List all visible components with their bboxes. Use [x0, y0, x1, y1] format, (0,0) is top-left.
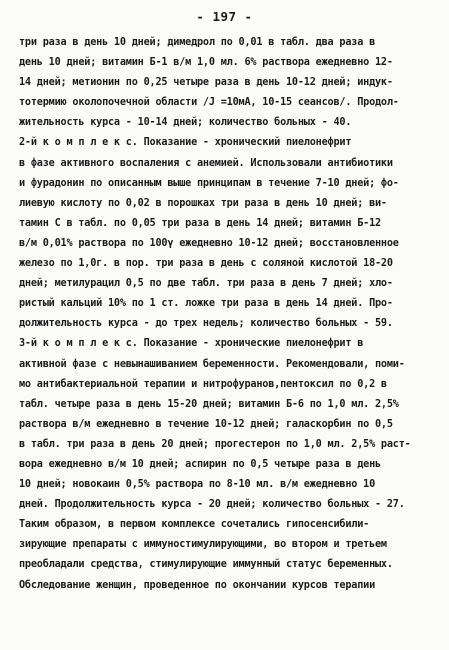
- text-line: три раза в день 10 дней; димедрол по 0,01 в табл. два раза в: [19, 37, 376, 48]
- text-line: 2-й к о м п л е к с. Показание - хронический пиелонефрит: [19, 137, 352, 149]
- text-line: день 10 дней; витамин Б-1 в/м 1,0 мл. 6% раствора ежедневно 12-: [19, 57, 393, 69]
- text-line: Таким образом, в первом комплексе сочетались гипосенсибили-: [19, 519, 370, 531]
- text-line: ристый кальций 10% по 1 ст. ложке три раза в день 14 дней. Про-: [19, 298, 393, 310]
- text-line: Обследование женщин, проведенное по окончании курсов терапии: [19, 579, 376, 591]
- text-line: дней. Продолжительность курса - 20 дней; количество больных - 27.: [19, 499, 405, 511]
- text-line: раствора в/м ежедневно в течение 10-12 дней; галаскорбин по 0,5: [19, 418, 393, 430]
- text-line: преобладали средства, стимулирующие иммунный статус беременных.: [19, 559, 393, 571]
- text-line: жительность курса - 10-14 дней; количество больных - 40.: [19, 117, 352, 129]
- text-line: в табл. три раза в день 20 дней; прогестерон по 1,0 мл. 2,5% раст-: [19, 438, 411, 450]
- text-line: зирующие препараты с иммуностимулирующими, во втором и третьем: [19, 539, 387, 551]
- text-line: дней; метилурацил 0,5 по две табл. три раза в день 7 дней; хло-: [19, 278, 393, 290]
- text-line: железо по 1,0г. в пор. три раза в день с соляной кислотой 18-20: [19, 258, 393, 270]
- page-number: - 197 -: [196, 9, 253, 24]
- text-line: тамин С в табл. по 0,05 три раза в день 14 дней; витамин Б-12: [19, 217, 381, 229]
- text-line: 14 дней; метионин по 0,25 четыре раза в день 10-12 дней; индук-: [19, 77, 393, 89]
- body-text: [19, 33, 433, 596]
- text-line: 10 дней; новокаин 0,5% раствора по 8-10 мл. в/м ежедневно 10: [19, 479, 376, 491]
- text-line: и фурадонин по описанным выше принципам в течение 7-10 дней; фо-: [19, 177, 399, 189]
- text-line: в/м 0,01% раствора по 100γ ежедневно 10-12 дней; восстановленное: [19, 237, 399, 249]
- text-line: мо антибактериальной терапии и нитрофуранов,пентоксил по 0,2 в: [19, 378, 387, 390]
- text-line: табл. четыре раза в день 15-20 дней; витамин Б-6 по 1,0 мл. 2,5%: [19, 398, 399, 410]
- text-line: лиевую кислоту по 0,02 в порошках три раза в день 10 дней; ви-: [19, 197, 387, 209]
- text-line: тотермию околопочечной области /J =10мА, 10-15 сеансов/. Продол-: [19, 97, 399, 109]
- text-line: должительность курса - до трех недель; количество больных - 59.: [19, 318, 393, 330]
- text-line: в фазе активного воспаления с анемией. Использовали антибиотики: [19, 157, 393, 169]
- text-line: вора ежедневно в/м 10 дней; аспирин по 0,5 четыре раза в день: [19, 458, 381, 470]
- text-line: 3-й к о м п л е к с. Показание - хронические пиелонефрит в: [19, 338, 364, 350]
- text-line: активной фазе с невынашиванием беременности. Рекомендовали, поми-: [19, 358, 405, 370]
